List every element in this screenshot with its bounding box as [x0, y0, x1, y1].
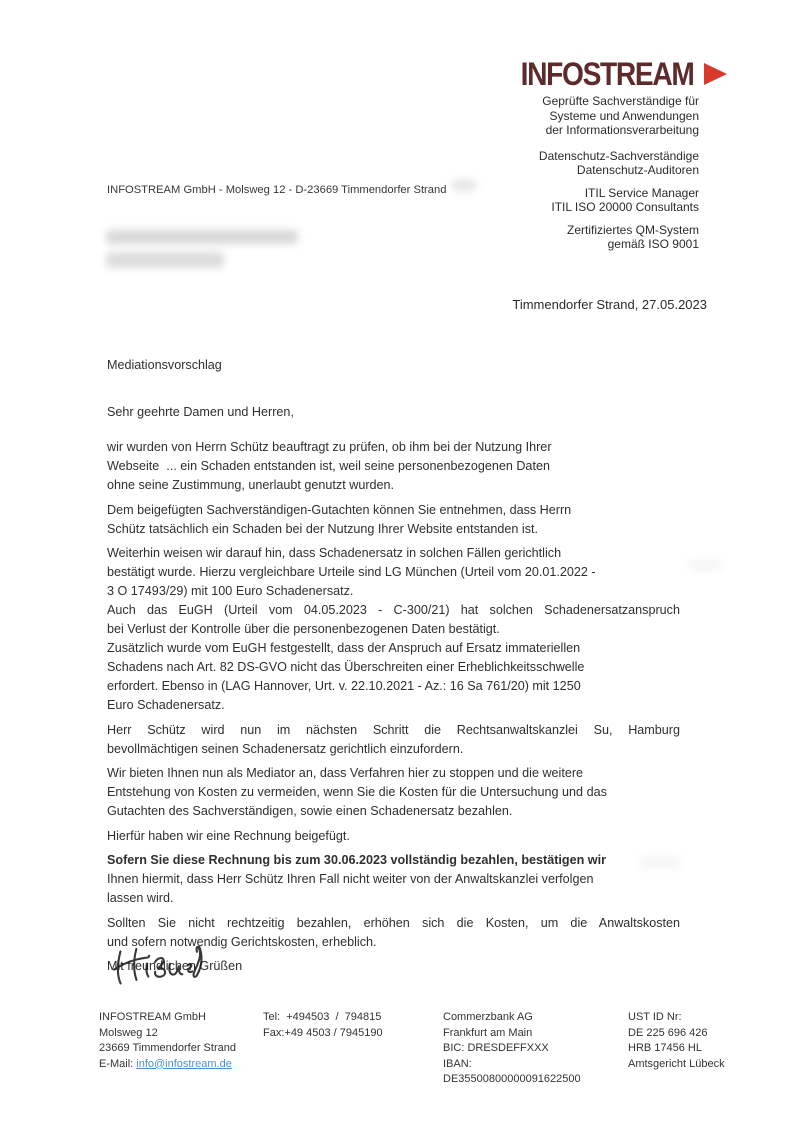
body-line: und sofern notwendig Gerichtskosten, erheblich.	[107, 934, 377, 949]
credential-line: Datenschutz-Auditoren	[576, 163, 699, 177]
body-line: ohne seine Zustimmung, unerlaubt genutzt wurden.	[107, 478, 395, 492]
body-line: Mit freundlichen Grüßen	[107, 959, 243, 973]
body-line: Schütz tatsächlich ein Schaden bei der Nutzung Ihrer Website entstanden ist.	[107, 521, 539, 536]
footer-company-column	[99, 1010, 236, 1072]
email-link[interactable]: info@infostream.de	[136, 1057, 232, 1070]
footer-line: Fax:+49 4503 / 7945190	[263, 1026, 383, 1039]
company-tagline	[539, 94, 699, 138]
footer-line: UST ID Nr:	[628, 1011, 682, 1023]
body-line: Zusätzlich wurde vom EuGH festgestellt, dass der Anspruch auf Ersatz immateriellen	[107, 641, 581, 655]
letter-body	[107, 356, 680, 982]
body-line: Wir bieten Ihnen nun als Mediator an, dass Verfahren hier zu stoppen und die weitere	[107, 766, 584, 780]
footer-line: 23669 Timmendorfer Strand	[99, 1042, 236, 1054]
credential-line: ITIL ISO 20000 Consultants	[551, 200, 699, 214]
logo-triangle-icon	[704, 63, 727, 85]
footer-line: Molsweg 12	[99, 1026, 158, 1039]
scan-smudge	[452, 180, 476, 191]
footer-line: HRB 17456 HL	[628, 1042, 702, 1054]
body-line: Euro Schadenersatz.	[107, 698, 225, 712]
body-line: Sofern Sie diese Rechnung bis zum 30.06.2023 vollständig bezahlen, bestätigen wir	[107, 853, 606, 867]
paragraph	[107, 721, 680, 759]
body-line: Sehr geehrte Damen und Herren,	[107, 405, 294, 419]
footer-line: Amtsgericht Lübeck	[628, 1057, 725, 1070]
signature	[111, 936, 213, 996]
body-line: Dem beigefügten Sachverständigen-Gutachten können Sie entnehmen, dass Herrn	[107, 502, 572, 517]
body-line: bevollmächtigen seinen Schadenersatz gerichtlich einzufordern.	[107, 741, 464, 756]
body-line: Gutachten des Sachverständigen, sowie einen Schadenersatz bezahlen.	[107, 804, 513, 818]
body-line: bei Verlust der Kontrolle über die personenbezogenen Daten bestätigt.	[107, 622, 500, 636]
date-line: Timmendorfer Strand, 27.05.2023	[512, 297, 707, 312]
scan-smudge	[688, 560, 722, 570]
footer-email-line	[99, 1057, 236, 1073]
paragraph	[107, 438, 680, 495]
paragraph	[107, 544, 680, 601]
body-line: Webseite ... ein Schaden entstanden ist, weil seine personenbezogenen Daten	[107, 459, 550, 473]
credential-block	[539, 149, 699, 178]
tagline-line: Geprüfte Sachverständige für	[542, 94, 699, 108]
subject-line: Mediationsvorschlag	[107, 358, 222, 372]
paragraph	[107, 501, 680, 539]
body-line: 3 O 17493/29) mit 100 Euro Schadenersatz.	[107, 584, 354, 598]
body-line: Auch das EuGH (Urteil vom 04.05.2023 - C-300/21) hat solchen Schadenersatzanspruch	[107, 603, 680, 617]
credential-line: gemäß ISO 9001	[607, 237, 699, 251]
paragraph	[107, 764, 680, 821]
footer-line: Frankfurt am Main	[443, 1026, 533, 1039]
body-line: bestätigt wurde. Hierzu vergleichbare Urteile sind LG München (Urteil vom 20.01.2022 -	[107, 565, 596, 579]
signature-scribble-icon	[111, 936, 213, 991]
footer-line: DE 225 696 426	[628, 1026, 708, 1039]
footer-phone-column	[263, 1010, 383, 1041]
paragraph	[107, 601, 680, 639]
footer-bank-column	[443, 1010, 581, 1088]
letterhead-right-column	[539, 94, 699, 260]
body-line: lassen wird.	[107, 891, 174, 905]
body-line: Hierfür haben wir eine Rechnung beigefügt.	[107, 828, 350, 843]
credential-line: ITIL Service Manager	[584, 185, 699, 200]
footer-line: Commerzbank AG	[443, 1011, 533, 1023]
paragraph	[107, 851, 680, 908]
body-line: Sollten Sie nicht rechtzeitig bezahlen, erhöhen sich die Kosten, um die Anwaltskosten	[107, 915, 680, 930]
body-line: Ihnen hiermit, dass Herr Schütz Ihren Fall nicht weiter von der Anwaltskanzlei verfolgen	[107, 872, 594, 886]
credential-line: Datenschutz-Sachverständige	[538, 148, 699, 163]
footer-line: Tel: +494503 / 794815	[263, 1011, 382, 1023]
paragraph	[107, 403, 680, 422]
tagline-line: Systeme und Anwendungen	[549, 108, 699, 123]
credential-line: Zertifiziertes QM-System	[566, 222, 699, 237]
credential-block	[539, 223, 699, 252]
sender-address-line: INFOSTREAM GmbH - Molsweg 12 - D-23669 Timmendorfer Strand	[107, 184, 447, 196]
tagline-line: der Informationsverarbeitung	[545, 123, 699, 137]
paragraph	[107, 827, 680, 846]
brand-wordmark: INFOSTREAM	[521, 56, 694, 92]
paragraphs	[107, 403, 680, 976]
footer-registry-column	[628, 1010, 725, 1072]
body-line: wir wurden von Herrn Schütz beauftragt zu prüfen, ob ihm bei der Nutzung Ihrer	[107, 440, 552, 454]
paragraph	[107, 639, 680, 715]
credential-block	[539, 186, 699, 215]
company-logo	[497, 58, 727, 90]
email-label: E-Mail:	[99, 1057, 137, 1070]
body-line: Schadens nach Art. 82 DS-GVO nicht das Überschreiten einer Erheblichkeitsschwelle	[107, 660, 585, 674]
body-line: Weiterhin weisen wir darauf hin, dass Schadenersatz in solchen Fällen gerichtlich	[107, 546, 562, 560]
footer-line: BIC: DRESDEFFXXX	[443, 1042, 549, 1054]
redacted-recipient-line-2	[106, 252, 224, 268]
footer-line: DE35500800000091622500	[443, 1073, 581, 1085]
redacted-recipient-line-1	[106, 230, 298, 244]
credentials-blocks	[539, 149, 699, 252]
body-line: erfordert. Ebenso in (LAG Hannover, Urt. v. 22.10.2021 - Az.: 16 Sa 761/20) mit 1250	[107, 679, 581, 693]
body-line: Herr Schütz wird nun im nächsten Schritt die Rechtsanwaltskanzlei Su, Hamburg	[107, 722, 680, 737]
footer-line: IBAN:	[443, 1057, 472, 1070]
footer-line: INFOSTREAM GmbH	[99, 1011, 206, 1023]
body-line: Entstehung von Kosten zu vermeiden, wenn Sie die Kosten für die Untersuchung und das	[107, 785, 607, 799]
